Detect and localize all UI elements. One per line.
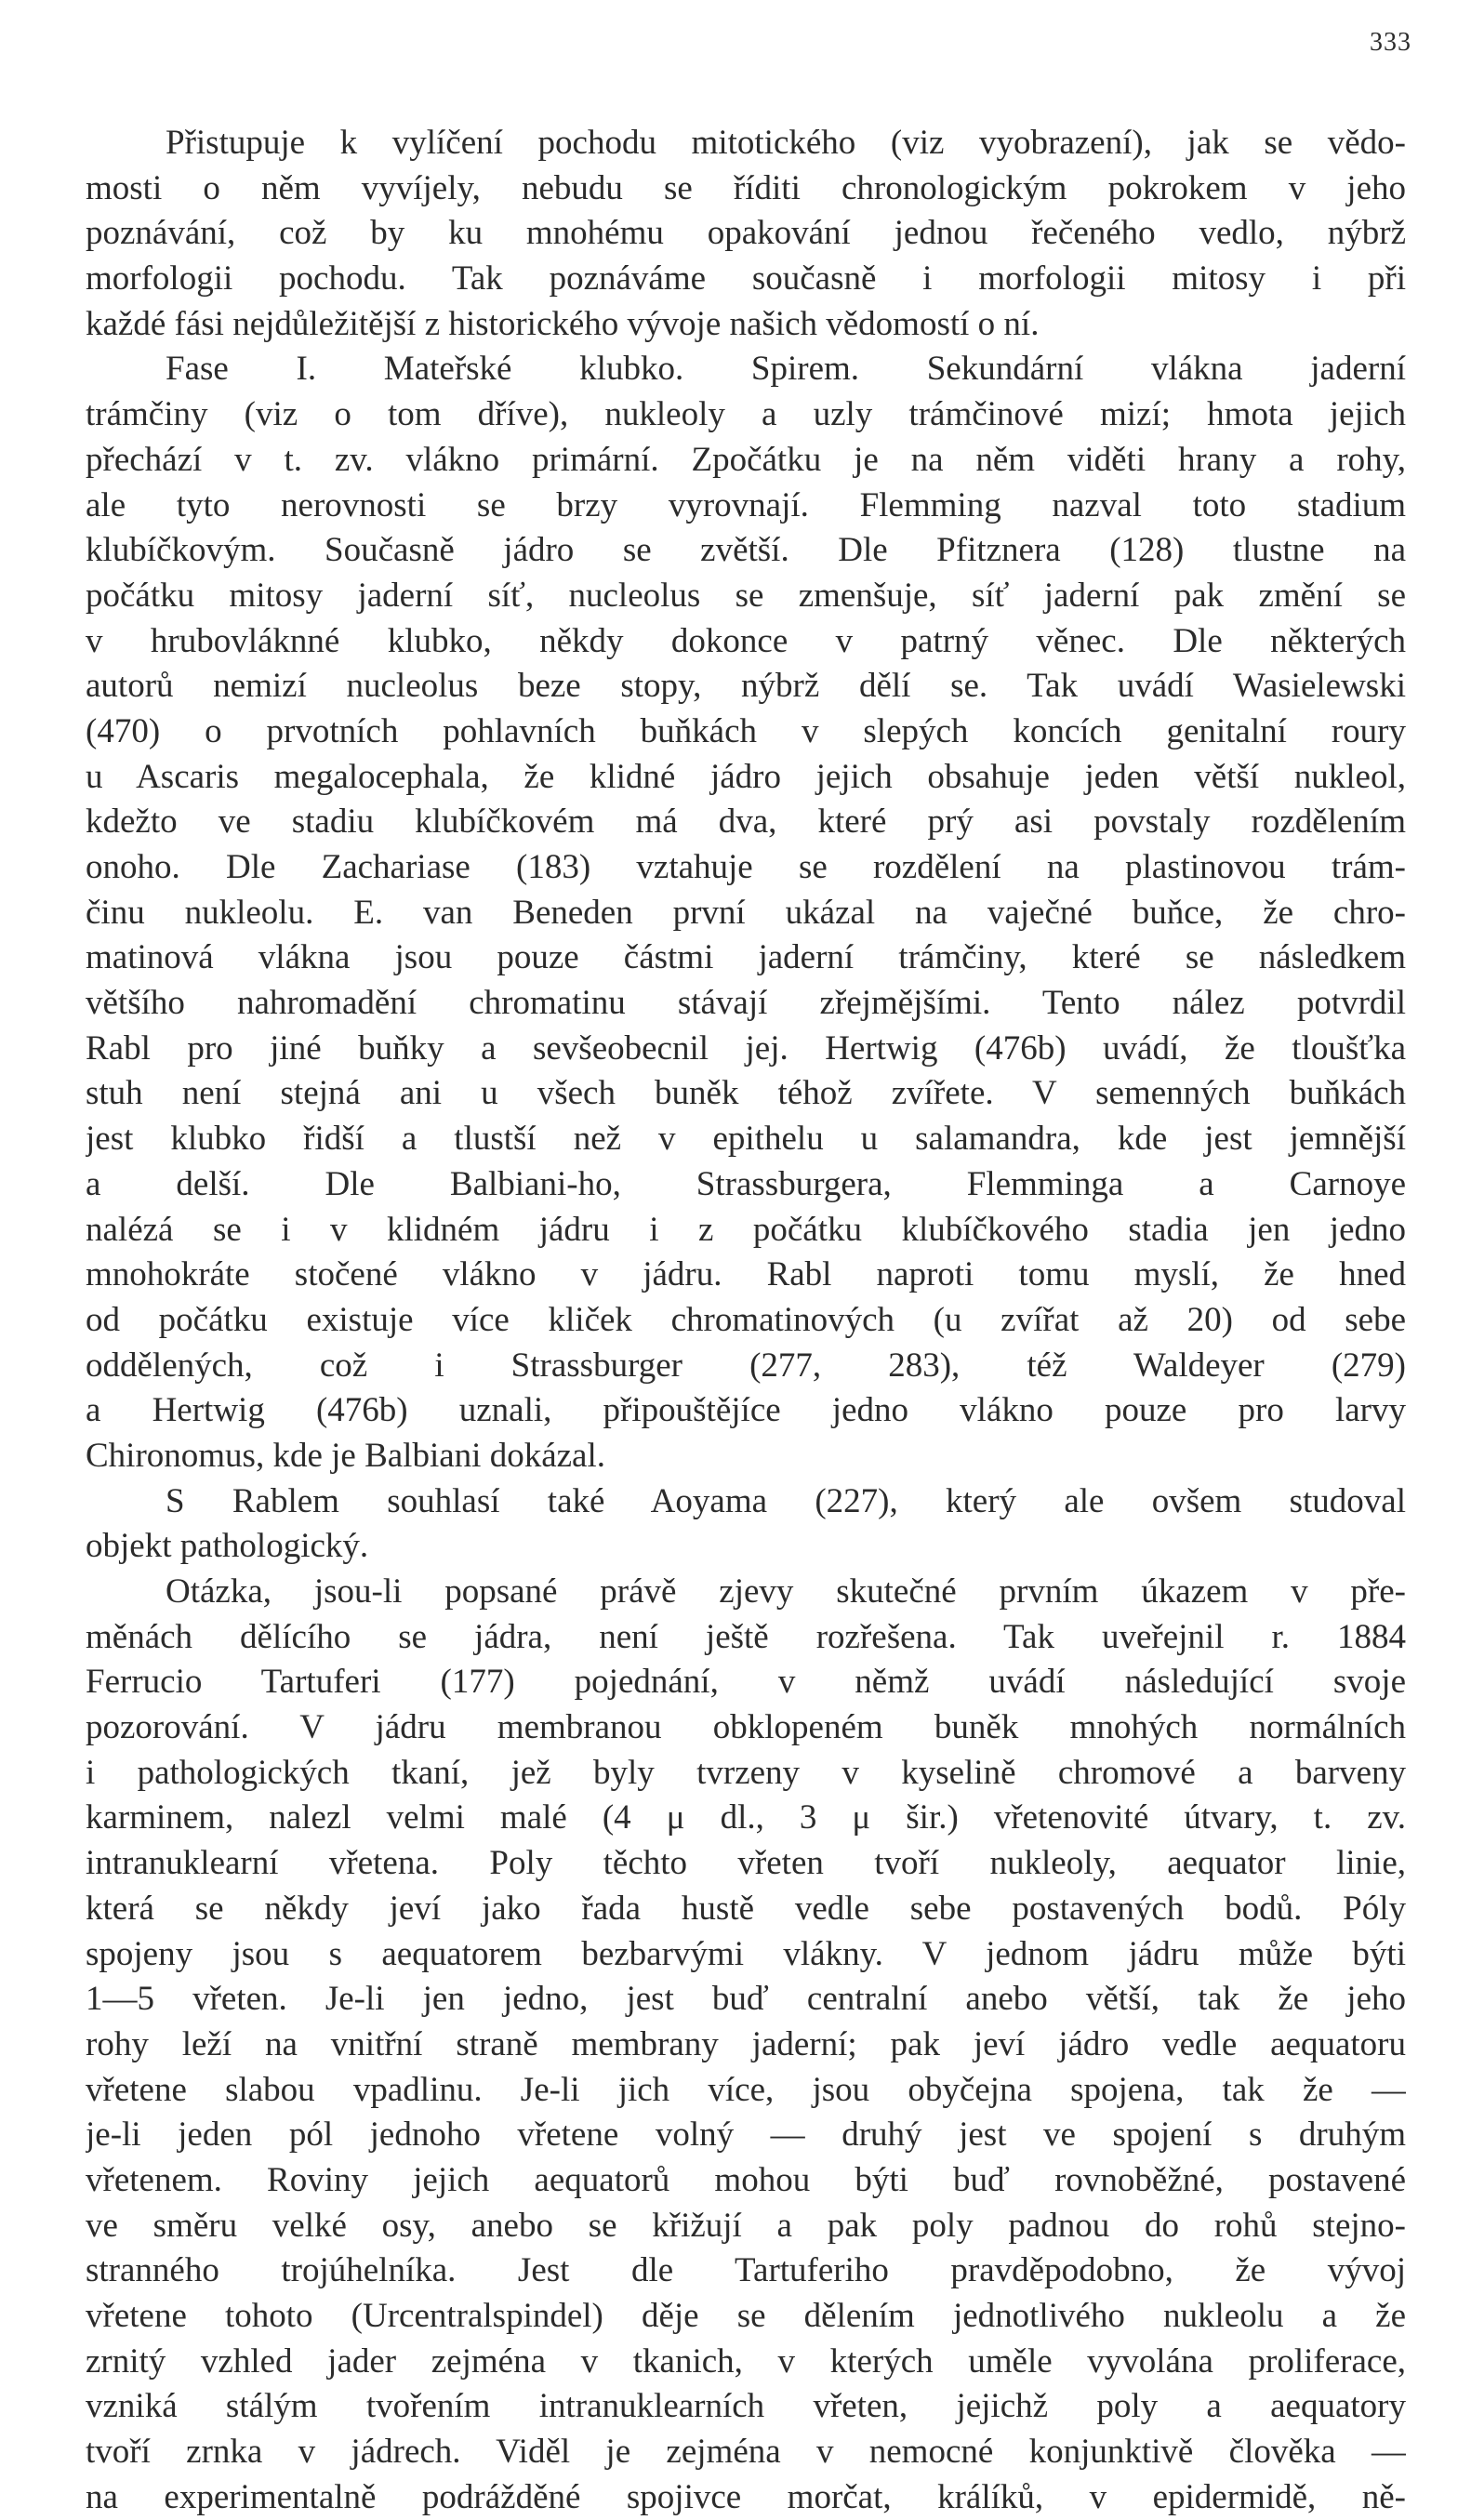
text-line: autorů nemizí nucleolus beze stopy, nýbrž dělí se. Tak uvádí Wasielewski — [86, 667, 1406, 706]
text-line: většího nahromadění chromatinu stávají zřejmějšími. Tento nález potvrdil — [86, 984, 1406, 1023]
text-line: zrnitý vzhled jader zejména v tkanich, v kterých uměle vyvolána proliferace, — [86, 2341, 1406, 2381]
text-line: poznávání, což by ku mnohému opakování jednou řečeného vedlo, nýbrž — [86, 214, 1406, 253]
text-line: S Rablem souhlasí také Aoyama (227), který ale ovšem studoval — [166, 1481, 1406, 1520]
text-line: a delší. Dle Balbiani-ho, Strassburgera, Flemminga a Carnoye — [86, 1164, 1406, 1203]
text-line: u Ascaris megalocephala, že klidné jádro jejich obsahuje jeden větší nukleol, — [86, 757, 1406, 796]
text-line: kdežto ve stadiu klubíčkovém má dva, které prý asi povstaly rozdělením — [86, 802, 1406, 842]
text-line: i pathologických tkaní, jež byly tvrzeny v kyselině chromové a barveny — [86, 1753, 1406, 1792]
text-line: jest klubko řidší a tlustší než v epithelu u salamandra, kde jest jemnější — [86, 1120, 1406, 1159]
text-line: pozorování. V jádru membranou obklopeném buněk mnohých normálních — [86, 1708, 1406, 1747]
text-line: a Hertwig (476b) uznali, připouštějíce jedno vlákno pouze pro larvy — [86, 1391, 1406, 1430]
text-line: objekt pathologický. — [86, 1527, 369, 1566]
text-line: vřetene slabou vpadlinu. Je-li jich více, jsou obyčejna spojena, tak že — — [86, 2070, 1406, 2109]
text-line: která se někdy jeví jako řada hustě vedle sebe postavených bodů. Póly — [86, 1889, 1406, 1928]
text-line: morfologii pochodu. Tak poznáváme současně i morfologii mitosy i při — [86, 259, 1406, 298]
text-line: onoho. Dle Zachariase (183) vztahuje se rozdělení na plastinovou trám- — [86, 848, 1406, 886]
body-text — [86, 121, 1406, 2520]
text-line: na experimentalně podrážděné spojivce morčat, králíků, v epidermidě, ně- — [86, 2477, 1406, 2516]
text-line: měnách dělícího se jádra, není ještě rozřešena. Tak uveřejnil r. 1884 — [86, 1617, 1406, 1656]
text-line: spojeny jsou s aequatorem bezbarvými vlákny. V jednom jádru může býti — [86, 1934, 1406, 1973]
text-line: Otázka, jsou-li popsané právě zjevy skutečné prvním úkazem v pře- — [166, 1572, 1406, 1611]
text-line: Ferrucio Tartuferi (177) pojednání, v němž uvádí následující svoje — [86, 1663, 1406, 1702]
text-line: Fase I. Mateřské klubko. Spirem. Sekundární vlákna jaderní — [166, 350, 1406, 389]
text-line: intranuklearní vřetena. Poly těchto vřeten tvoří nukleoly, aequator linie, — [86, 1844, 1406, 1883]
page-number: 333 — [1370, 28, 1411, 57]
text-line: činu nukleolu. E. van Beneden první ukázal na vaječné buňce, že chro- — [86, 893, 1406, 932]
text-line: matinová vlákna jsou pouze částmi jaderní trámčiny, které se následkem — [86, 938, 1406, 977]
text-line: nalézá se i v klidném jádru i z počátku klubíčkového stadia jen jedno — [86, 1210, 1406, 1249]
text-line: Rabl pro jiné buňky a sevšeobecnil jej. Hertwig (476b) uvádí, že tloušťka — [86, 1028, 1406, 1068]
text-line: mnohokráte stočené vlákno v jádru. Rabl naproti tomu myslí, že hned — [86, 1255, 1406, 1294]
text-line: ve směru velké osy, anebo se křižují a pak poly padnou do rohů stejno- — [86, 2206, 1406, 2245]
text-line: od počátku existuje více kliček chromatinových (u zvířat až 20) od sebe — [86, 1300, 1406, 1339]
text-line: ale tyto nerovnosti se brzy vyrovnají. Flemming nazval toto stadium — [86, 485, 1406, 524]
text-line: Chironomus, kde je Balbiani dokázal. — [86, 1436, 605, 1475]
text-line: každé fási nejdůležitější z historického vývoje našich vědomostí o ní. — [86, 304, 1040, 343]
text-line: rohy leží na vnitřní straně membrany jaderní; pak jeví jádro vedle aequatoru — [86, 2024, 1406, 2063]
text-line: trámčiny (viz o tom dříve), nukleoly a uzly trámčinové mizí; hmota jejich — [86, 395, 1406, 434]
text-line: vzniká stálým tvořením intranuklearních vřeten, jejichž poly a aequatory — [86, 2387, 1406, 2426]
text-line: mosti o něm vyvíjely, nebudu se říditi chronologickým pokrokem v jeho — [86, 168, 1406, 207]
text-line: 1—5 vřeten. Je-li jen jedno, jest buď centralní anebo větší, tak že jeho — [86, 1980, 1406, 2019]
text-line: je-li jeden pól jednoho vřetene volný — druhý jest ve spojení s druhým — [86, 2115, 1406, 2155]
text-line: tvoří zrnka v jádrech. Viděl je zejména v nemocné konjunktivě člověka — — [86, 2433, 1406, 2472]
text-line: (470) o prvotních pohlavních buňkách v slepých koncích genitalní roury — [86, 711, 1406, 750]
text-line: přechází v t. zv. vlákno primární. Zpočátku je na něm viděti hrany a rohy, — [86, 440, 1406, 479]
text-line: vřetene tohoto (Urcentralspindel) děje se dělením jednotlivého nukleolu a že — [86, 2297, 1406, 2335]
text-line: stuh není stejná ani u všech buněk téhož zvířete. V semenných buňkách — [86, 1074, 1406, 1113]
text-line: klubíčkovým. Současně jádro se zvětší. Dle Pfitznera (128) tlustne na — [86, 531, 1406, 570]
text-line: počátku mitosy jaderní síť, nucleolus se zmenšuje, síť jaderní pak změní se — [86, 576, 1406, 615]
text-line: stranného trojúhelníka. Jest dle Tartuferiho pravděpodobno, že vývoj — [86, 2251, 1406, 2290]
text-line: Přistupuje k vylíčení pochodu mitotického (viz vyobrazení), jak se vědo- — [166, 124, 1406, 162]
text-line: oddělených, což i Strassburger (277, 283), též Waldeyer (279) — [86, 1346, 1406, 1385]
text-line: karminem, nalezl velmi malé (4 μ dl., 3 μ šir.) vřetenovité útvary, t. zv. — [86, 1798, 1406, 1837]
text-line: v hrubovláknné klubko, někdy dokonce v patrný věnec. Dle některých — [86, 621, 1406, 660]
text-line: vřetenem. Roviny jejich aequatorů mohou býti buď rovnoběžné, postavené — [86, 2160, 1406, 2199]
